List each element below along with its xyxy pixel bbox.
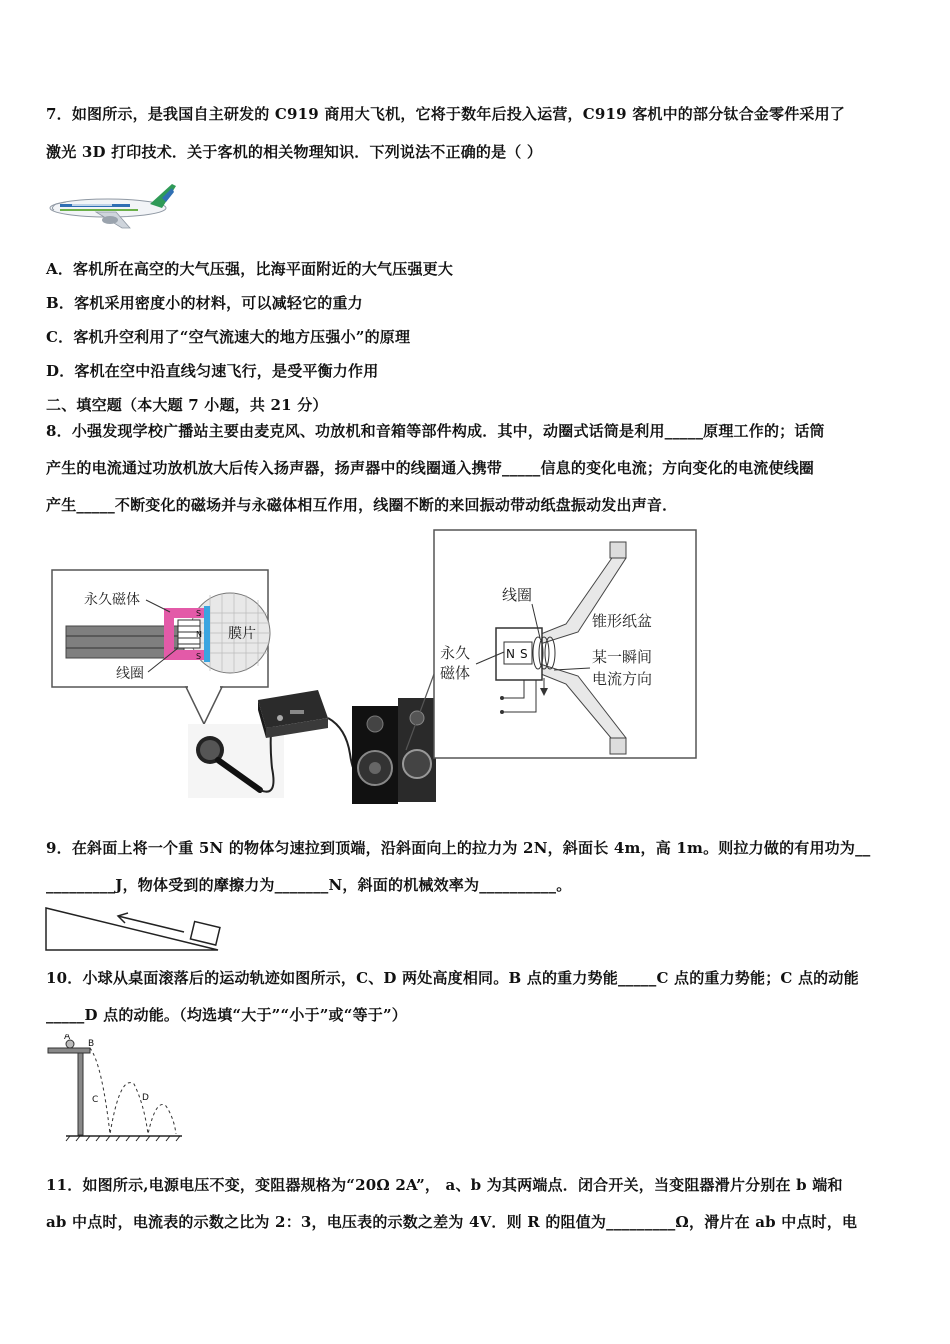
sp-current-label-2: 电流方向 xyxy=(592,670,653,688)
q11-text-line2: ab 中点时，电流表的示数之比为 2：3，电压表的示数之差为 4V．则 R 的阻值为_________Ω，滑片在 ab 中点时，电 xyxy=(46,1213,858,1231)
q7-option-c: C．客机升空利用了“空气流速大的地方压强小”的原理 xyxy=(46,328,411,346)
mic-s-top: S xyxy=(196,609,202,618)
label-c: C xyxy=(92,1095,99,1105)
q9-text-line1: 9．在斜面上将一个重 5N 的物体匀速拉到顶端，沿斜面向上的拉力为 2N，斜面长 4m，高 1m。则拉力做的有用功为__ xyxy=(46,839,871,857)
q7-option-a: A．客机所在高空的大气压强，比海平面附近的大气压强更大 xyxy=(46,260,454,278)
sp-cone-label: 锥形纸盆 xyxy=(592,612,653,630)
incline-figure xyxy=(44,904,224,954)
sp-magnet-label-1: 永久 xyxy=(440,644,471,662)
q7-option-b: B．客机采用密度小的材料，可以减轻它的重力 xyxy=(46,294,363,312)
q10-text-line2: _____D 点的动能。（均选填“大于”“小于”或“等于”） xyxy=(46,1006,407,1024)
broadcast-system-figure xyxy=(46,528,706,810)
q9-text-line2: _________J，物体受到的摩擦力为_______N，斜面的机械效率为__________。 xyxy=(46,876,572,894)
q8-text-line1: 8．小强发现学校广播站主要由麦克风、功放机和音箱等部件构成．其中，动圈式话筒是利用_____原理工作的；话筒 xyxy=(46,422,825,440)
sp-current-label-1: 某一瞬间 xyxy=(592,648,653,666)
mic-n: N xyxy=(196,630,202,639)
q8-text-line2: 产生的电流通过功放机放大后传入扬声器，扬声器中的线圈通入携带_____信息的变化电流；方向变化的电流使线圈 xyxy=(46,459,815,477)
mic-coil-label: 线圈 xyxy=(116,666,144,682)
section-heading: 二、填空题（本大题 7 小题，共 21 分） xyxy=(46,396,328,414)
q7-option-d: D．客机在空中沿直线匀速飞行，是受平衡力作用 xyxy=(46,362,379,380)
mic-s-bottom: S xyxy=(196,652,202,661)
label-b: B xyxy=(88,1039,95,1049)
label-d: D xyxy=(142,1093,149,1103)
mic-magnet-label: 永久磁体 xyxy=(84,592,140,608)
speaker-image xyxy=(352,698,436,804)
sp-coil-label: 线圈 xyxy=(502,586,533,604)
label-a: A xyxy=(64,1034,71,1042)
q11-text-line1: 11．如图所示,电源电压不变，变阻器规格为“20Ω 2A”， a、b 为其两端点．闭合开关，当变阻器滑片分别在 b 端和 xyxy=(46,1176,843,1194)
loudspeaker-diagram xyxy=(406,530,696,758)
sp-n: N xyxy=(506,647,515,661)
mic-diaphragm-label: 膜片 xyxy=(228,626,256,642)
q10-text-line1: 10．小球从桌面滚落后的运动轨迹如图所示，C、D 两处高度相同。B 点的重力势能_____C 点的重力势能；C 点的动能 xyxy=(46,969,859,987)
microphone-diagram xyxy=(52,570,270,724)
q7-text-line2: 激光 3D 打印技术．关于客机的相关物理知识．下列说法不正确的是（ ） xyxy=(46,143,543,161)
sp-magnet-label-2: 磁体 xyxy=(440,664,471,682)
q7-text-line1: 7．如图所示，是我国自主研发的 C919 商用大飞机，它将于数年后投入运营，C919 客机中的部分钛合金零件采用了 xyxy=(46,105,846,123)
q8-text-line3: 产生_____不断变化的磁场并与永磁体相互作用，线圈不断的来回振动带动纸盘振动发出声音． xyxy=(46,496,678,514)
ball-trajectory-figure xyxy=(44,1034,184,1142)
sp-s: S xyxy=(520,647,528,661)
airplane-image xyxy=(46,180,178,232)
